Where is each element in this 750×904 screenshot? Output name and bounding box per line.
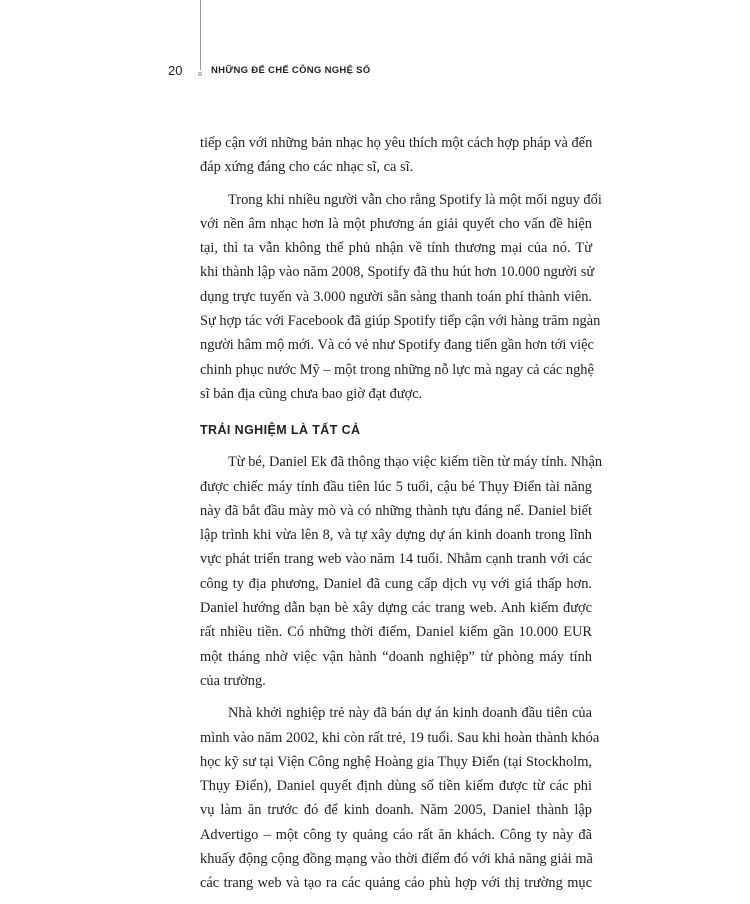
text-line: tiếp cận với những bản nhạc họ yêu thích một cách hợp pháp và đến bbox=[200, 135, 593, 151]
running-title: NHỮNG ĐẾ CHẾ CÔNG NGHỆ SỐ bbox=[211, 65, 371, 76]
text-line: khi thành lập vào năm 2008, Spotify đã thu hút hơn 10.000 người sử bbox=[200, 264, 595, 281]
text-line: đáp xứng đáng cho các nhạc sĩ, ca sĩ. bbox=[200, 159, 414, 176]
text-line: sĩ bản địa cũng chưa bao giờ đạt được. bbox=[200, 385, 423, 402]
text-line: của trường. bbox=[200, 672, 266, 689]
text-line: các trang web và tạo ra các quảng cáo phù hợp với thị trường mục bbox=[200, 875, 592, 892]
header-dot bbox=[198, 72, 202, 76]
text-line: học kỹ sư tại Viện Công nghệ Hoàng gia Thụy Điển (tại Stockholm, bbox=[200, 753, 592, 770]
text-line: một tháng nhờ việc vận hành “doanh nghiệp” từ phòng máy tính bbox=[200, 648, 592, 665]
text-line: được chiếc máy tính đầu tiên lúc 5 tuổi, cậu bé Thụy Điển tài năng bbox=[200, 478, 592, 495]
text-line: dụng trực tuyến và 3.000 người sẵn sàng thanh toán phí thành viên. bbox=[200, 288, 592, 305]
text-line: vụ làm ăn trước đó để kinh doanh. Năm 2005, Daniel thành lập bbox=[200, 802, 592, 819]
text-line: Sự hợp tác với Facebook đã giúp Spotify tiếp cận với hàng trăm ngàn bbox=[200, 313, 601, 330]
text-line: này đã bắt đầu mày mò và có những thành tựu đáng nể. Daniel biết bbox=[200, 502, 592, 519]
text-line: người hâm mộ mới. Và có vẻ như Spotify đang tiến gần hơn tới việc bbox=[200, 337, 594, 354]
header-rule bbox=[200, 0, 201, 70]
text-line: tại, thì ta vẫn không thể phủ nhận về tính thương mại của nó. Từ bbox=[200, 240, 592, 257]
text-line: công ty địa phương, Daniel đã cung cấp dịch vụ với giá thấp hơn. bbox=[200, 575, 592, 592]
text-line: vực phát triển trang web vào năm 14 tuổi. Nhằm cạnh tranh với các bbox=[200, 551, 592, 568]
paragraphs-before bbox=[200, 131, 602, 406]
paragraph bbox=[200, 701, 600, 895]
text-line: khuấy động cộng đồng mạng vào thời điểm đó với khả năng giải mã bbox=[200, 851, 593, 868]
text-line: với nền âm nhạc hơn là một phương án giải quyết cho vấn đề hiện bbox=[200, 215, 592, 232]
text-line: Từ bé, Daniel Ek đã thông thạo việc kiếm tiền từ máy tính. Nhận bbox=[228, 454, 603, 471]
text-line: lập trình khi vừa lên 8, và tự xây dựng dự án kinh doanh trong lĩnh bbox=[200, 527, 592, 544]
text-line: Nhà khởi nghiệp trẻ này đã bán dự án kinh doanh đầu tiên của bbox=[228, 705, 592, 722]
paragraph bbox=[200, 450, 603, 693]
text-line: Daniel hướng dẫn bạn bè xây dựng các trang web. Anh kiếm được bbox=[200, 600, 592, 617]
page-body bbox=[200, 131, 603, 904]
text-line: Advertigo – một công ty quảng cáo rất ăn khách. Công ty này đã bbox=[200, 826, 592, 843]
paragraphs-after bbox=[200, 450, 603, 895]
text-line: mình vào năm 2002, khi còn rất trẻ, 19 tuổi. Sau khi hoàn thành khóa bbox=[200, 729, 600, 746]
paragraph bbox=[200, 188, 602, 407]
text-line: rất nhiều tiền. Có những thời điểm, Daniel kiếm gần 10.000 EUR bbox=[200, 624, 592, 641]
section-heading: TRẢI NGHIỆM LÀ TẤT CẢ bbox=[200, 423, 361, 438]
paragraph bbox=[200, 131, 592, 180]
page-number: 20 bbox=[168, 63, 183, 78]
text-line: Trong khi nhiều người vẫn cho rằng Spotify là một mối nguy đối bbox=[228, 191, 602, 208]
text-line: Thụy Điển), Daniel quyết định dùng số tiền kiếm được từ các phi bbox=[200, 778, 592, 795]
text-line: chinh phục nước Mỹ – một trong những nỗ lực mà ngay cả các nghệ bbox=[200, 361, 594, 378]
